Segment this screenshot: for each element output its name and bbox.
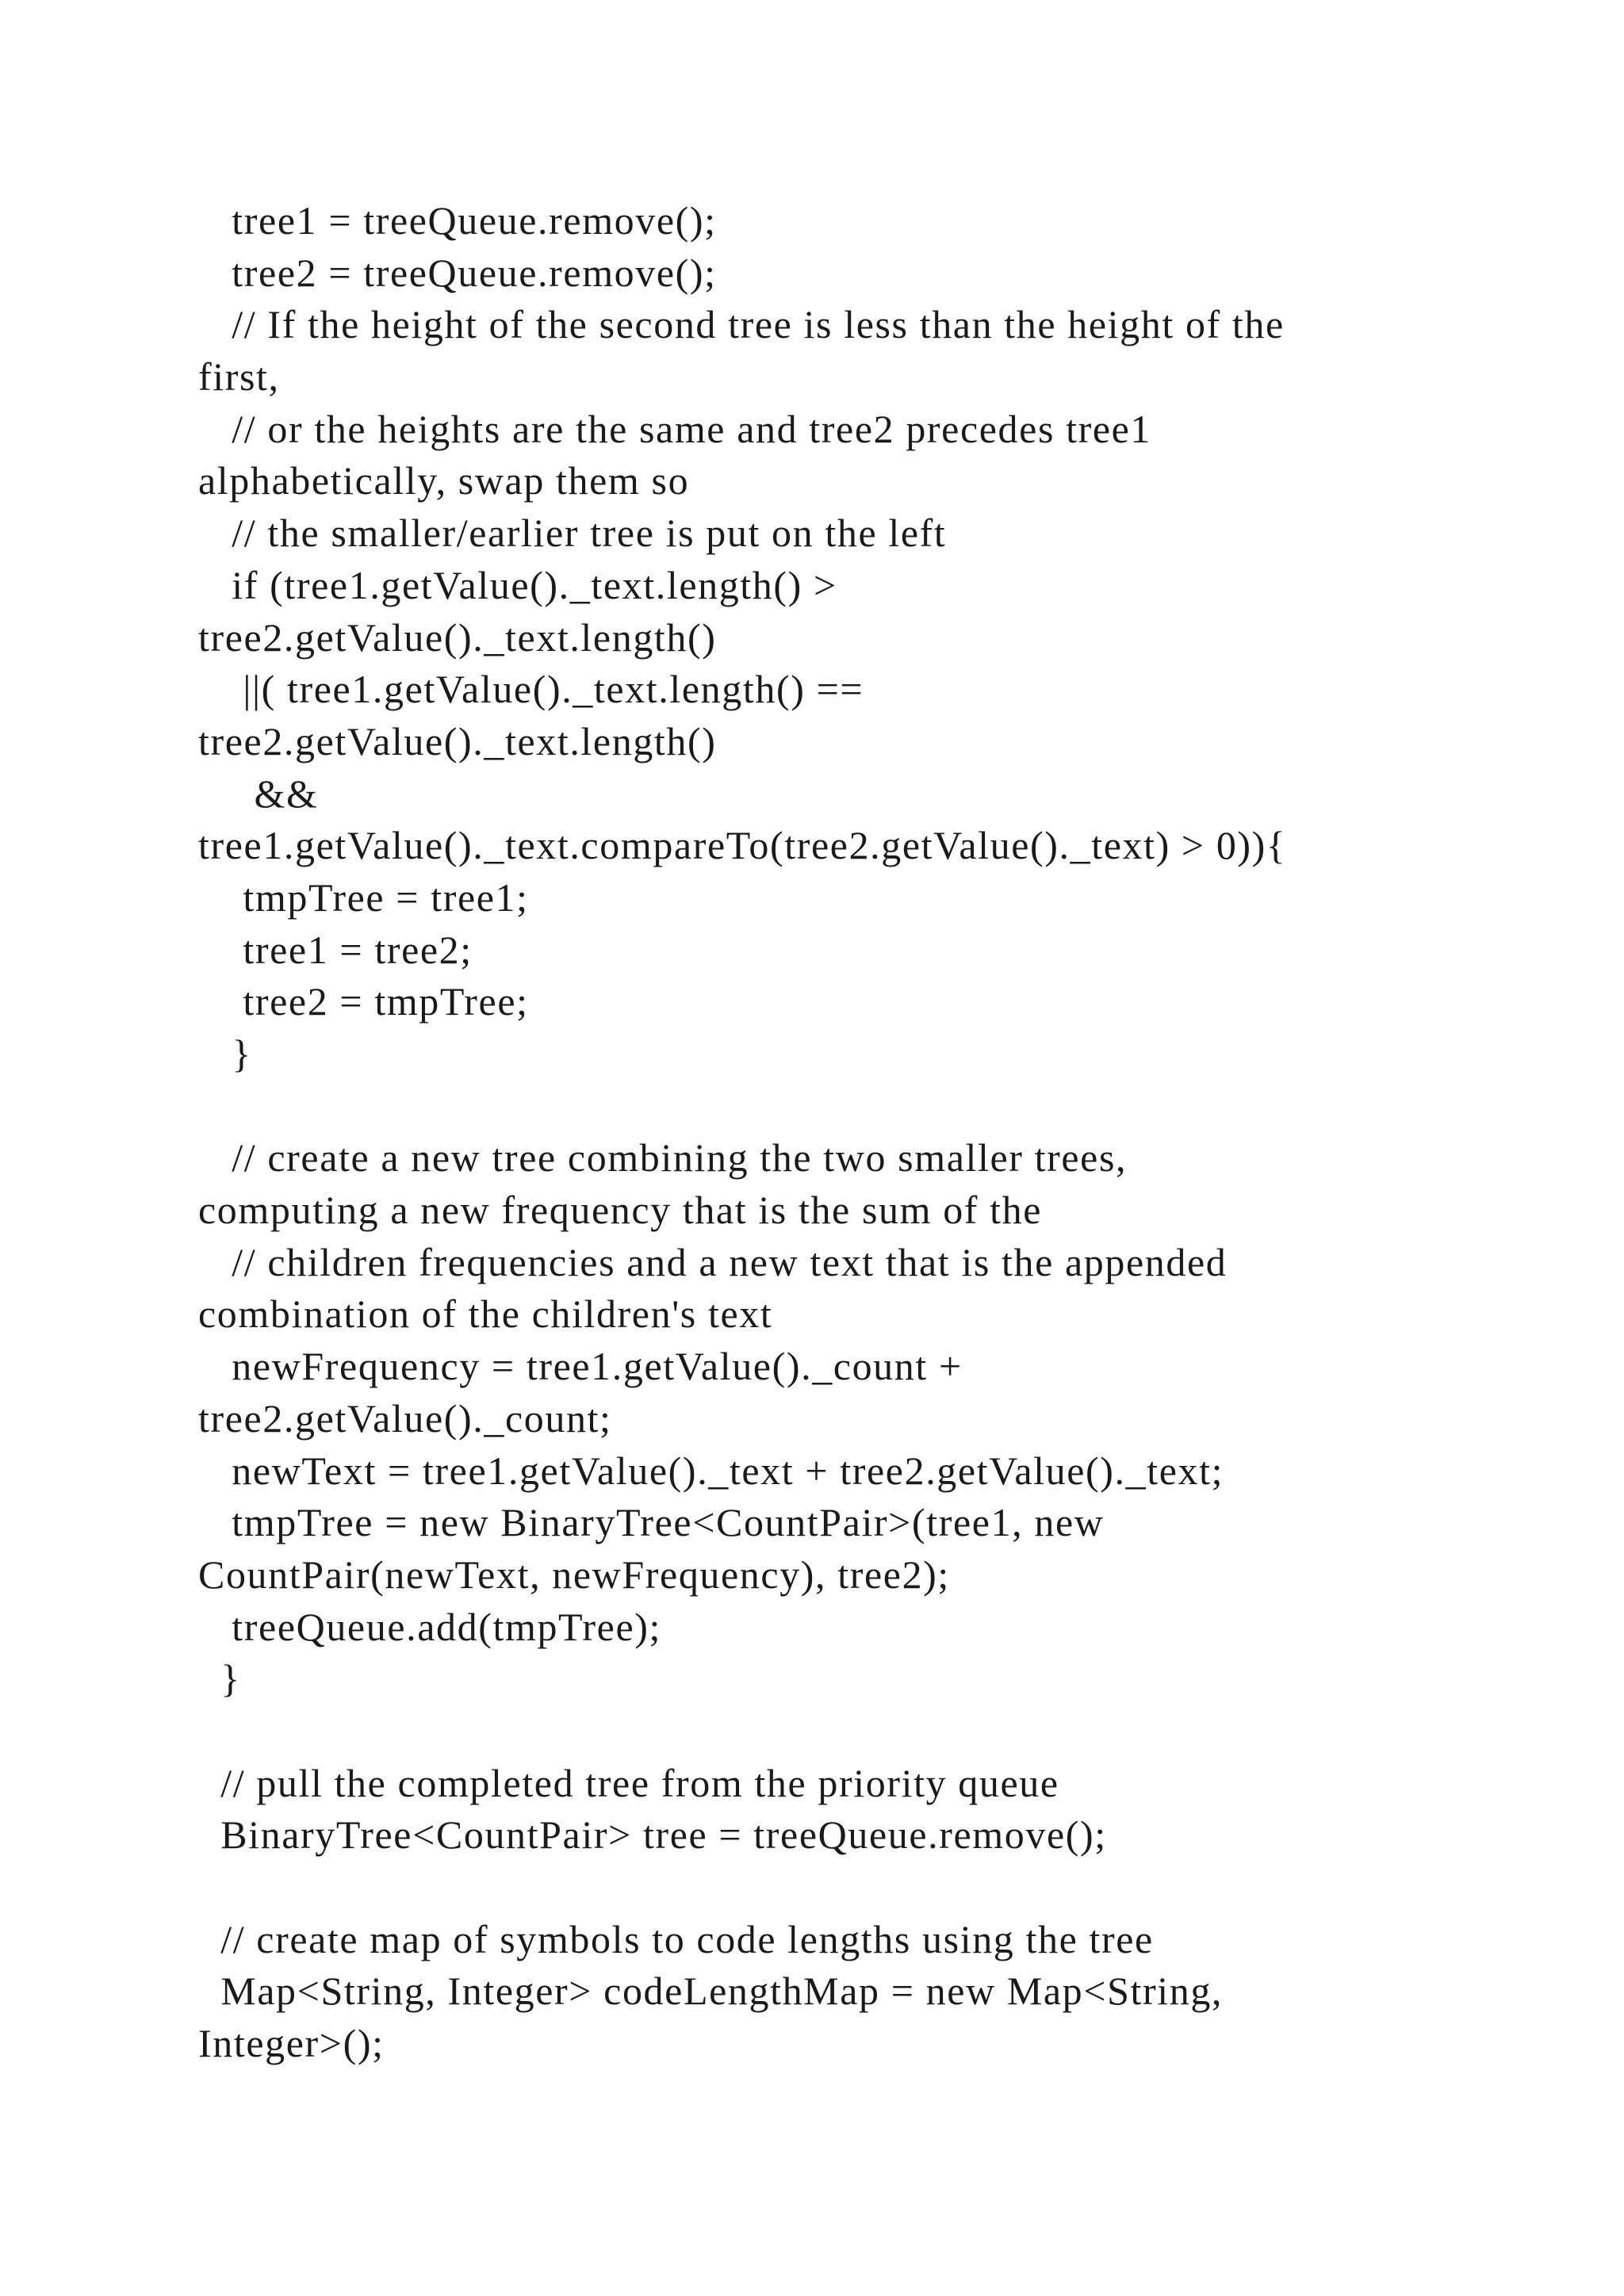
code-line: CountPair(newText, newFrequency), tree2);: [198, 1552, 950, 1597]
code-line: // create a new tree combining the two smaller trees,: [198, 1135, 1128, 1181]
code-line: if (tree1.getValue()._text.length() >: [198, 562, 837, 607]
blank-line: [198, 1705, 1546, 1758]
code-line: // If the height of the second tree is less than the height of the: [198, 302, 1285, 347]
code-line: tree2.getValue()._text.length(): [198, 718, 717, 763]
code-line: alphabetically, swap them so: [198, 458, 690, 503]
code-line: // children frequencies and a new text that is the appended: [198, 1239, 1228, 1284]
code-line: tmpTree = new BinaryTree<CountPair>(tree1, new: [198, 1500, 1105, 1545]
code-line: tree2 = treeQueue.remove();: [198, 250, 717, 295]
code-line: // the smaller/earlier tree is put on the left: [198, 511, 947, 556]
code-line: first,: [198, 354, 280, 400]
code-line: // or the heights are the same and tree2 precedes tree1: [198, 406, 1152, 451]
code-line: }: [198, 1031, 252, 1076]
code-line: // pull the completed tree from the priority queue: [198, 1760, 1059, 1805]
code-line: tree1.getValue()._text.compareTo(tree2.getValue()._text) > 0)){: [198, 823, 1287, 868]
code-line: // create map of symbols to code lengths using the tree: [198, 1916, 1154, 1961]
code-line: newText = tree1.getValue()._text + tree2.getValue()._text;: [198, 1448, 1224, 1493]
code-line: }: [198, 1656, 241, 1701]
code-line: tree1 = tree2;: [198, 927, 473, 972]
code-line: computing a new frequency that is the sum of the: [198, 1188, 1043, 1233]
code-line: tree2.getValue()._text.length(): [198, 614, 717, 660]
blank-line: [198, 1862, 1546, 1914]
code-line: tree1 = treeQueue.remove();: [198, 198, 717, 243]
code-line: &&: [198, 771, 319, 816]
blank-line: [198, 1081, 1546, 1133]
code-line: combination of the children's text: [198, 1292, 773, 1337]
code-line: newFrequency = tree1.getValue()._count +: [198, 1344, 963, 1389]
code-line: ||( tree1.getValue()._text.length() ==: [198, 667, 864, 712]
code-line: Map<String, Integer> codeLengthMap = new Map<String,: [198, 1969, 1224, 2014]
code-line: BinaryTree<CountPair> tree = treeQueue.remove();: [198, 1812, 1107, 1858]
code-line: tree2.getValue()._count;: [198, 1395, 612, 1441]
code-line: tree2 = tmpTree;: [198, 979, 529, 1024]
code-line: tmpTree = tree1;: [198, 874, 529, 920]
code-text-block: [198, 195, 1546, 2070]
code-line: Integer>();: [198, 2021, 385, 2066]
code-line: treeQueue.add(tmpTree);: [198, 1604, 662, 1649]
